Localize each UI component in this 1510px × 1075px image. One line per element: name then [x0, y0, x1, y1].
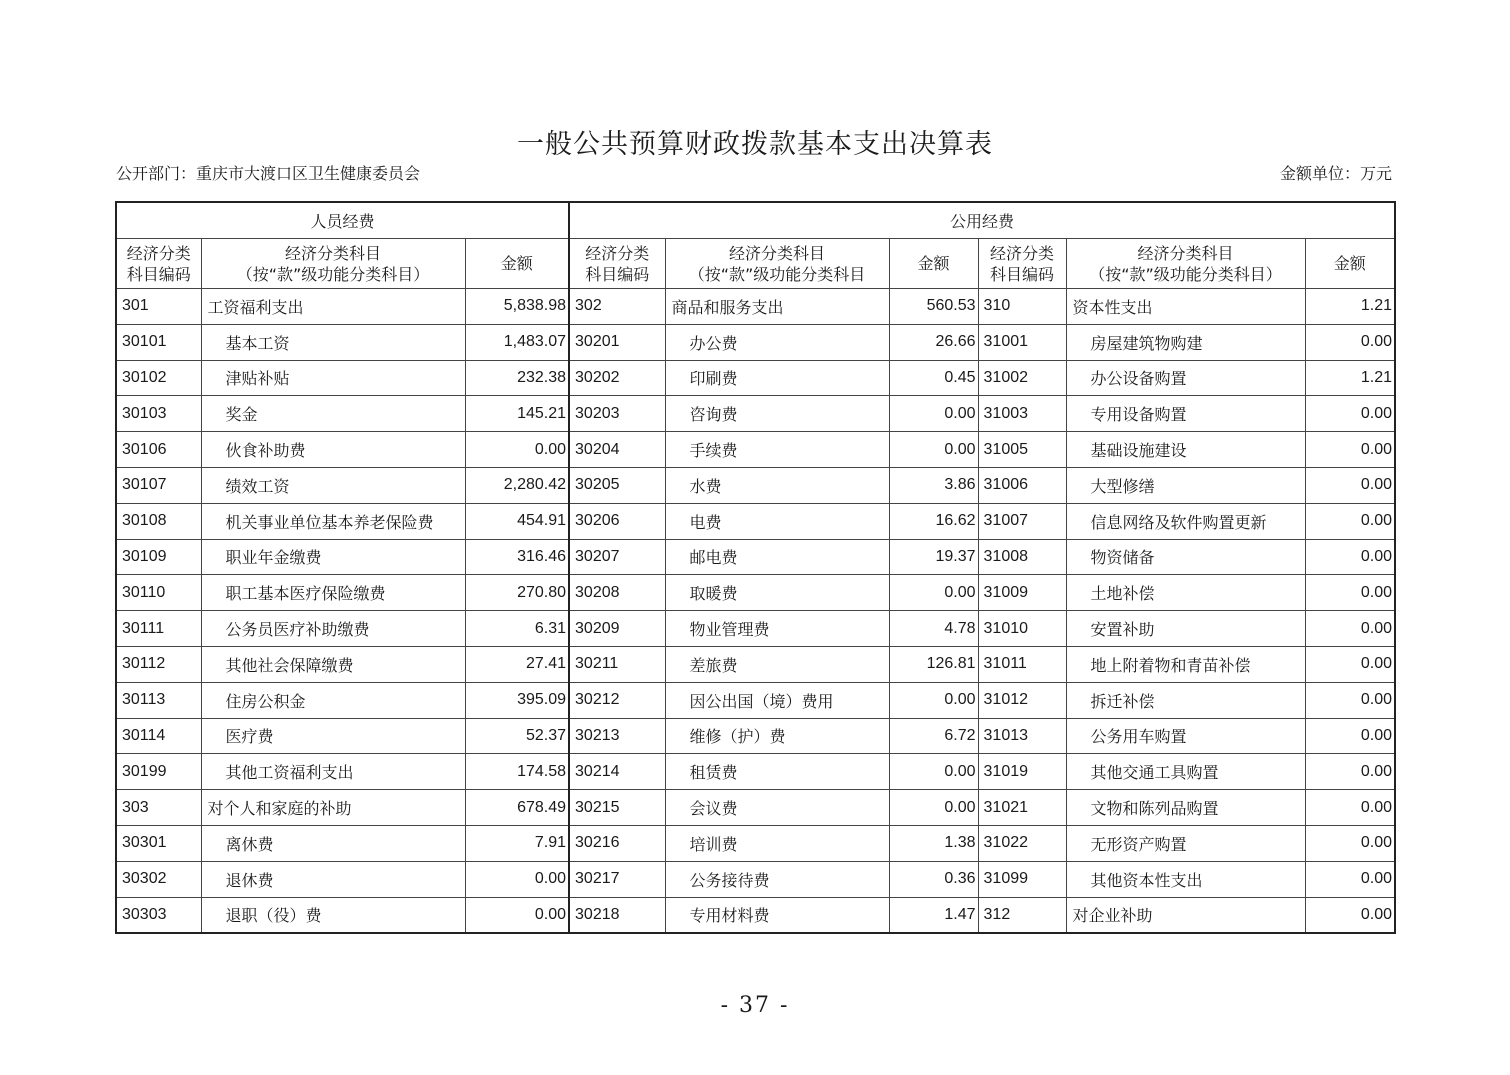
cell-amount: 0.00 — [1305, 611, 1395, 647]
cell-item-name: 因公出国（境）费用 — [665, 682, 889, 718]
cell-item-name: 职工基本医疗保险缴费 — [201, 575, 465, 611]
cell-item-name: 职业年金缴费 — [201, 539, 465, 575]
cell-amount: 232.38 — [465, 360, 569, 396]
cell-code: 31005 — [978, 432, 1066, 468]
cell-amount: 0.00 — [1305, 682, 1395, 718]
cell-item-name: 邮电费 — [665, 539, 889, 575]
cell-code: 30102 — [116, 360, 201, 396]
cell-code: 30205 — [569, 467, 665, 503]
cell-item-name: 房屋建筑物购建 — [1066, 324, 1305, 360]
cell-amount: 3.86 — [889, 467, 978, 503]
cell-item-name: 办公设备购置 — [1066, 360, 1305, 396]
cell-item-name: 对个人和家庭的补助 — [201, 790, 465, 826]
cell-amount: 395.09 — [465, 682, 569, 718]
section-header-row — [116, 202, 1395, 239]
cell-amount: 0.45 — [889, 360, 978, 396]
table-row — [116, 611, 1395, 647]
cell-code: 30211 — [569, 646, 665, 682]
cell-item-name: 大型修缮 — [1066, 467, 1305, 503]
cell-item-name: 工资福利支出 — [201, 289, 465, 325]
header-code — [978, 239, 1066, 289]
cell-code: 31010 — [978, 611, 1066, 647]
table-row — [116, 718, 1395, 754]
cell-code: 30302 — [116, 861, 201, 897]
cell-code: 30101 — [116, 324, 201, 360]
cell-amount: 0.00 — [1305, 539, 1395, 575]
cell-amount: 6.72 — [889, 718, 978, 754]
cell-item-name: 维修（护）费 — [665, 718, 889, 754]
cell-item-name: 会议费 — [665, 790, 889, 826]
cell-item-name: 地上附着物和青苗补偿 — [1066, 646, 1305, 682]
cell-amount: 0.00 — [1305, 575, 1395, 611]
cell-amount: 0.00 — [1305, 396, 1395, 432]
cell-code: 30213 — [569, 718, 665, 754]
cell-amount: 0.00 — [1305, 861, 1395, 897]
cell-item-name: 离休费 — [201, 825, 465, 861]
cell-amount: 0.00 — [465, 432, 569, 468]
cell-code: 31022 — [978, 825, 1066, 861]
cell-code: 30202 — [569, 360, 665, 396]
cell-amount: 7.91 — [465, 825, 569, 861]
cell-item-name: 基本工资 — [201, 324, 465, 360]
table-row — [116, 754, 1395, 790]
cell-item-name: 商品和服务支出 — [665, 289, 889, 325]
cell-code: 31002 — [978, 360, 1066, 396]
cell-item-name: 津贴补贴 — [201, 360, 465, 396]
cell-item-name: 电费 — [665, 503, 889, 539]
header-name-line1: 经济分类科目 — [284, 243, 381, 263]
section-personnel: 人员经费 — [116, 202, 569, 239]
cell-item-name: 机关事业单位基本养老保险费 — [201, 503, 465, 539]
cell-code: 31012 — [978, 682, 1066, 718]
cell-item-name: 资本性支出 — [1066, 289, 1305, 325]
cell-code: 30206 — [569, 503, 665, 539]
table-row — [116, 467, 1395, 503]
cell-code: 31007 — [978, 503, 1066, 539]
cell-amount: 6.31 — [465, 611, 569, 647]
table-body — [116, 289, 1395, 934]
cell-item-name: 取暖费 — [665, 575, 889, 611]
cell-amount: 560.53 — [889, 289, 978, 325]
cell-amount: 316.46 — [465, 539, 569, 575]
header-code — [116, 239, 201, 289]
cell-item-name: 医疗费 — [201, 718, 465, 754]
cell-amount: 0.00 — [889, 396, 978, 432]
cell-code: 30301 — [116, 825, 201, 861]
cell-item-name: 差旅费 — [665, 646, 889, 682]
cell-code: 30212 — [569, 682, 665, 718]
table-row — [116, 897, 1395, 933]
cell-amount: 16.62 — [889, 503, 978, 539]
cell-amount: 1.21 — [1305, 289, 1395, 325]
cell-amount: 0.00 — [1305, 790, 1395, 826]
cell-item-name: 公务用车购置 — [1066, 718, 1305, 754]
cell-item-name: 物资储备 — [1066, 539, 1305, 575]
cell-amount: 0.00 — [1305, 646, 1395, 682]
cell-code: 30201 — [569, 324, 665, 360]
table-row — [116, 646, 1395, 682]
cell-amount: 678.49 — [465, 790, 569, 826]
cell-code: 30207 — [569, 539, 665, 575]
cell-amount: 126.81 — [889, 646, 978, 682]
table-row — [116, 396, 1395, 432]
expenditure-table — [115, 201, 1396, 934]
header-code-line2: 科目编码 — [990, 264, 1055, 284]
cell-amount: 0.00 — [1305, 467, 1395, 503]
cell-code: 31008 — [978, 539, 1066, 575]
cell-amount: 4.78 — [889, 611, 978, 647]
header-code-line1: 经济分类 — [990, 243, 1055, 263]
cell-amount: 0.00 — [1305, 324, 1395, 360]
header-code-line2: 科目编码 — [585, 264, 650, 284]
cell-item-name: 其他工资福利支出 — [201, 754, 465, 790]
cell-amount: 0.36 — [889, 861, 978, 897]
cell-amount: 0.00 — [889, 432, 978, 468]
table-row — [116, 682, 1395, 718]
header-amount: 金额 — [465, 239, 569, 289]
cell-item-name: 办公费 — [665, 324, 889, 360]
cell-code: 31019 — [978, 754, 1066, 790]
cell-amount: 0.00 — [1305, 718, 1395, 754]
table-row — [116, 539, 1395, 575]
cell-code: 30208 — [569, 575, 665, 611]
cell-item-name: 奖金 — [201, 396, 465, 432]
cell-item-name: 专用设备购置 — [1066, 396, 1305, 432]
cell-item-name: 拆迁补偿 — [1066, 682, 1305, 718]
cell-item-name: 公务接待费 — [665, 861, 889, 897]
cell-amount: 52.37 — [465, 718, 569, 754]
section-public: 公用经费 — [569, 202, 1395, 239]
cell-code: 30112 — [116, 646, 201, 682]
cell-amount: 0.00 — [1305, 825, 1395, 861]
cell-amount: 0.00 — [889, 790, 978, 826]
cell-item-name: 退休费 — [201, 861, 465, 897]
cell-code: 31099 — [978, 861, 1066, 897]
header-name — [201, 239, 465, 289]
cell-item-name: 手续费 — [665, 432, 889, 468]
cell-code: 302 — [569, 289, 665, 325]
cell-amount: 2,280.42 — [465, 467, 569, 503]
cell-amount: 26.66 — [889, 324, 978, 360]
cell-item-name: 安置补助 — [1066, 611, 1305, 647]
table-row — [116, 790, 1395, 826]
page-title: 一般公共预算财政拨款基本支出决算表 — [517, 129, 993, 160]
cell-item-name: 退职（役）费 — [201, 897, 465, 933]
cell-item-name: 物业管理费 — [665, 611, 889, 647]
cell-item-name: 专用材料费 — [665, 897, 889, 933]
cell-code: 31013 — [978, 718, 1066, 754]
header-name-line2: （按“款”级功能分类科目） — [1089, 264, 1282, 284]
cell-item-name: 其他社会保障缴费 — [201, 646, 465, 682]
cell-amount: 454.91 — [465, 503, 569, 539]
cell-amount: 0.00 — [465, 897, 569, 933]
header-name — [1066, 239, 1305, 289]
header-name-line2: （按“款”级功能分类科目） — [236, 264, 430, 284]
header-code-line1: 经济分类 — [126, 243, 191, 263]
page-number: - 37 - — [720, 993, 790, 1018]
cell-code: 30106 — [116, 432, 201, 468]
cell-code: 30217 — [569, 861, 665, 897]
cell-amount: 0.00 — [889, 575, 978, 611]
cell-item-name: 其他资本性支出 — [1066, 861, 1305, 897]
header-code-line1: 经济分类 — [585, 243, 650, 263]
header-name-line1: 经济分类科目 — [1137, 243, 1234, 263]
table-row — [116, 432, 1395, 468]
cell-item-name: 水费 — [665, 467, 889, 503]
cell-code: 30103 — [116, 396, 201, 432]
cell-code: 30209 — [569, 611, 665, 647]
department-label: 公开部门：重庆市大渡口区卫生健康委员会 — [116, 164, 421, 183]
header-amount: 金额 — [889, 239, 978, 289]
cell-item-name: 培训费 — [665, 825, 889, 861]
cell-code: 30107 — [116, 467, 201, 503]
table-row — [116, 575, 1395, 611]
cell-item-name: 住房公积金 — [201, 682, 465, 718]
cell-item-name: 咨询费 — [665, 396, 889, 432]
cell-item-name: 基础设施建设 — [1066, 432, 1305, 468]
cell-code: 30216 — [569, 825, 665, 861]
cell-amount: 0.00 — [1305, 503, 1395, 539]
cell-code: 30218 — [569, 897, 665, 933]
table-row — [116, 360, 1395, 396]
cell-amount: 0.00 — [1305, 754, 1395, 790]
cell-amount: 1.38 — [889, 825, 978, 861]
cell-amount: 0.00 — [889, 682, 978, 718]
header-amount: 金额 — [1305, 239, 1395, 289]
table-row — [116, 503, 1395, 539]
cell-amount: 0.00 — [1305, 432, 1395, 468]
cell-code: 31003 — [978, 396, 1066, 432]
cell-amount: 5,838.98 — [465, 289, 569, 325]
table-row — [116, 289, 1395, 325]
cell-code: 30114 — [116, 718, 201, 754]
cell-item-name: 租赁费 — [665, 754, 889, 790]
cell-item-name: 绩效工资 — [201, 467, 465, 503]
cell-code: 312 — [978, 897, 1066, 933]
cell-item-name: 土地补偿 — [1066, 575, 1305, 611]
cell-amount: 270.80 — [465, 575, 569, 611]
cell-code: 30109 — [116, 539, 201, 575]
cell-code: 30215 — [569, 790, 665, 826]
cell-amount: 1,483.07 — [465, 324, 569, 360]
header-code — [569, 239, 665, 289]
cell-code: 30111 — [116, 611, 201, 647]
cell-amount: 1.21 — [1305, 360, 1395, 396]
cell-amount: 0.00 — [889, 754, 978, 790]
cell-code: 31006 — [978, 467, 1066, 503]
table-row — [116, 324, 1395, 360]
cell-amount: 27.41 — [465, 646, 569, 682]
cell-amount: 174.58 — [465, 754, 569, 790]
cell-item-name: 对企业补助 — [1066, 897, 1305, 933]
cell-amount: 19.37 — [889, 539, 978, 575]
header-name-line1: 经济分类科目 — [729, 243, 826, 263]
cell-amount: 145.21 — [465, 396, 569, 432]
cell-code: 30303 — [116, 897, 201, 933]
cell-code: 301 — [116, 289, 201, 325]
cell-code: 30199 — [116, 754, 201, 790]
header-name — [665, 239, 889, 289]
cell-item-name: 无形资产购置 — [1066, 825, 1305, 861]
cell-amount: 0.00 — [1305, 897, 1395, 933]
cell-item-name: 印刷费 — [665, 360, 889, 396]
cell-code: 31021 — [978, 790, 1066, 826]
cell-code: 30110 — [116, 575, 201, 611]
cell-code: 31011 — [978, 646, 1066, 682]
cell-item-name: 伙食补助费 — [201, 432, 465, 468]
cell-code: 30113 — [116, 682, 201, 718]
cell-item-name: 公务员医疗补助缴费 — [201, 611, 465, 647]
cell-code: 310 — [978, 289, 1066, 325]
table-row — [116, 861, 1395, 897]
header-name-line2: （按“款”级功能分类科目 — [688, 264, 866, 284]
cell-code: 30108 — [116, 503, 201, 539]
cell-code: 30204 — [569, 432, 665, 468]
cell-code: 31009 — [978, 575, 1066, 611]
table-row — [116, 825, 1395, 861]
column-header-row — [116, 239, 1395, 289]
header-code-line2: 科目编码 — [126, 264, 191, 284]
cell-code: 30214 — [569, 754, 665, 790]
cell-item-name: 文物和陈列品购置 — [1066, 790, 1305, 826]
cell-amount: 1.47 — [889, 897, 978, 933]
unit-label: 金额单位：万元 — [1279, 164, 1392, 183]
cell-code: 303 — [116, 790, 201, 826]
cell-item-name: 其他交通工具购置 — [1066, 754, 1305, 790]
cell-code: 30203 — [569, 396, 665, 432]
cell-code: 31001 — [978, 324, 1066, 360]
cell-item-name: 信息网络及软件购置更新 — [1066, 503, 1305, 539]
cell-amount: 0.00 — [465, 861, 569, 897]
